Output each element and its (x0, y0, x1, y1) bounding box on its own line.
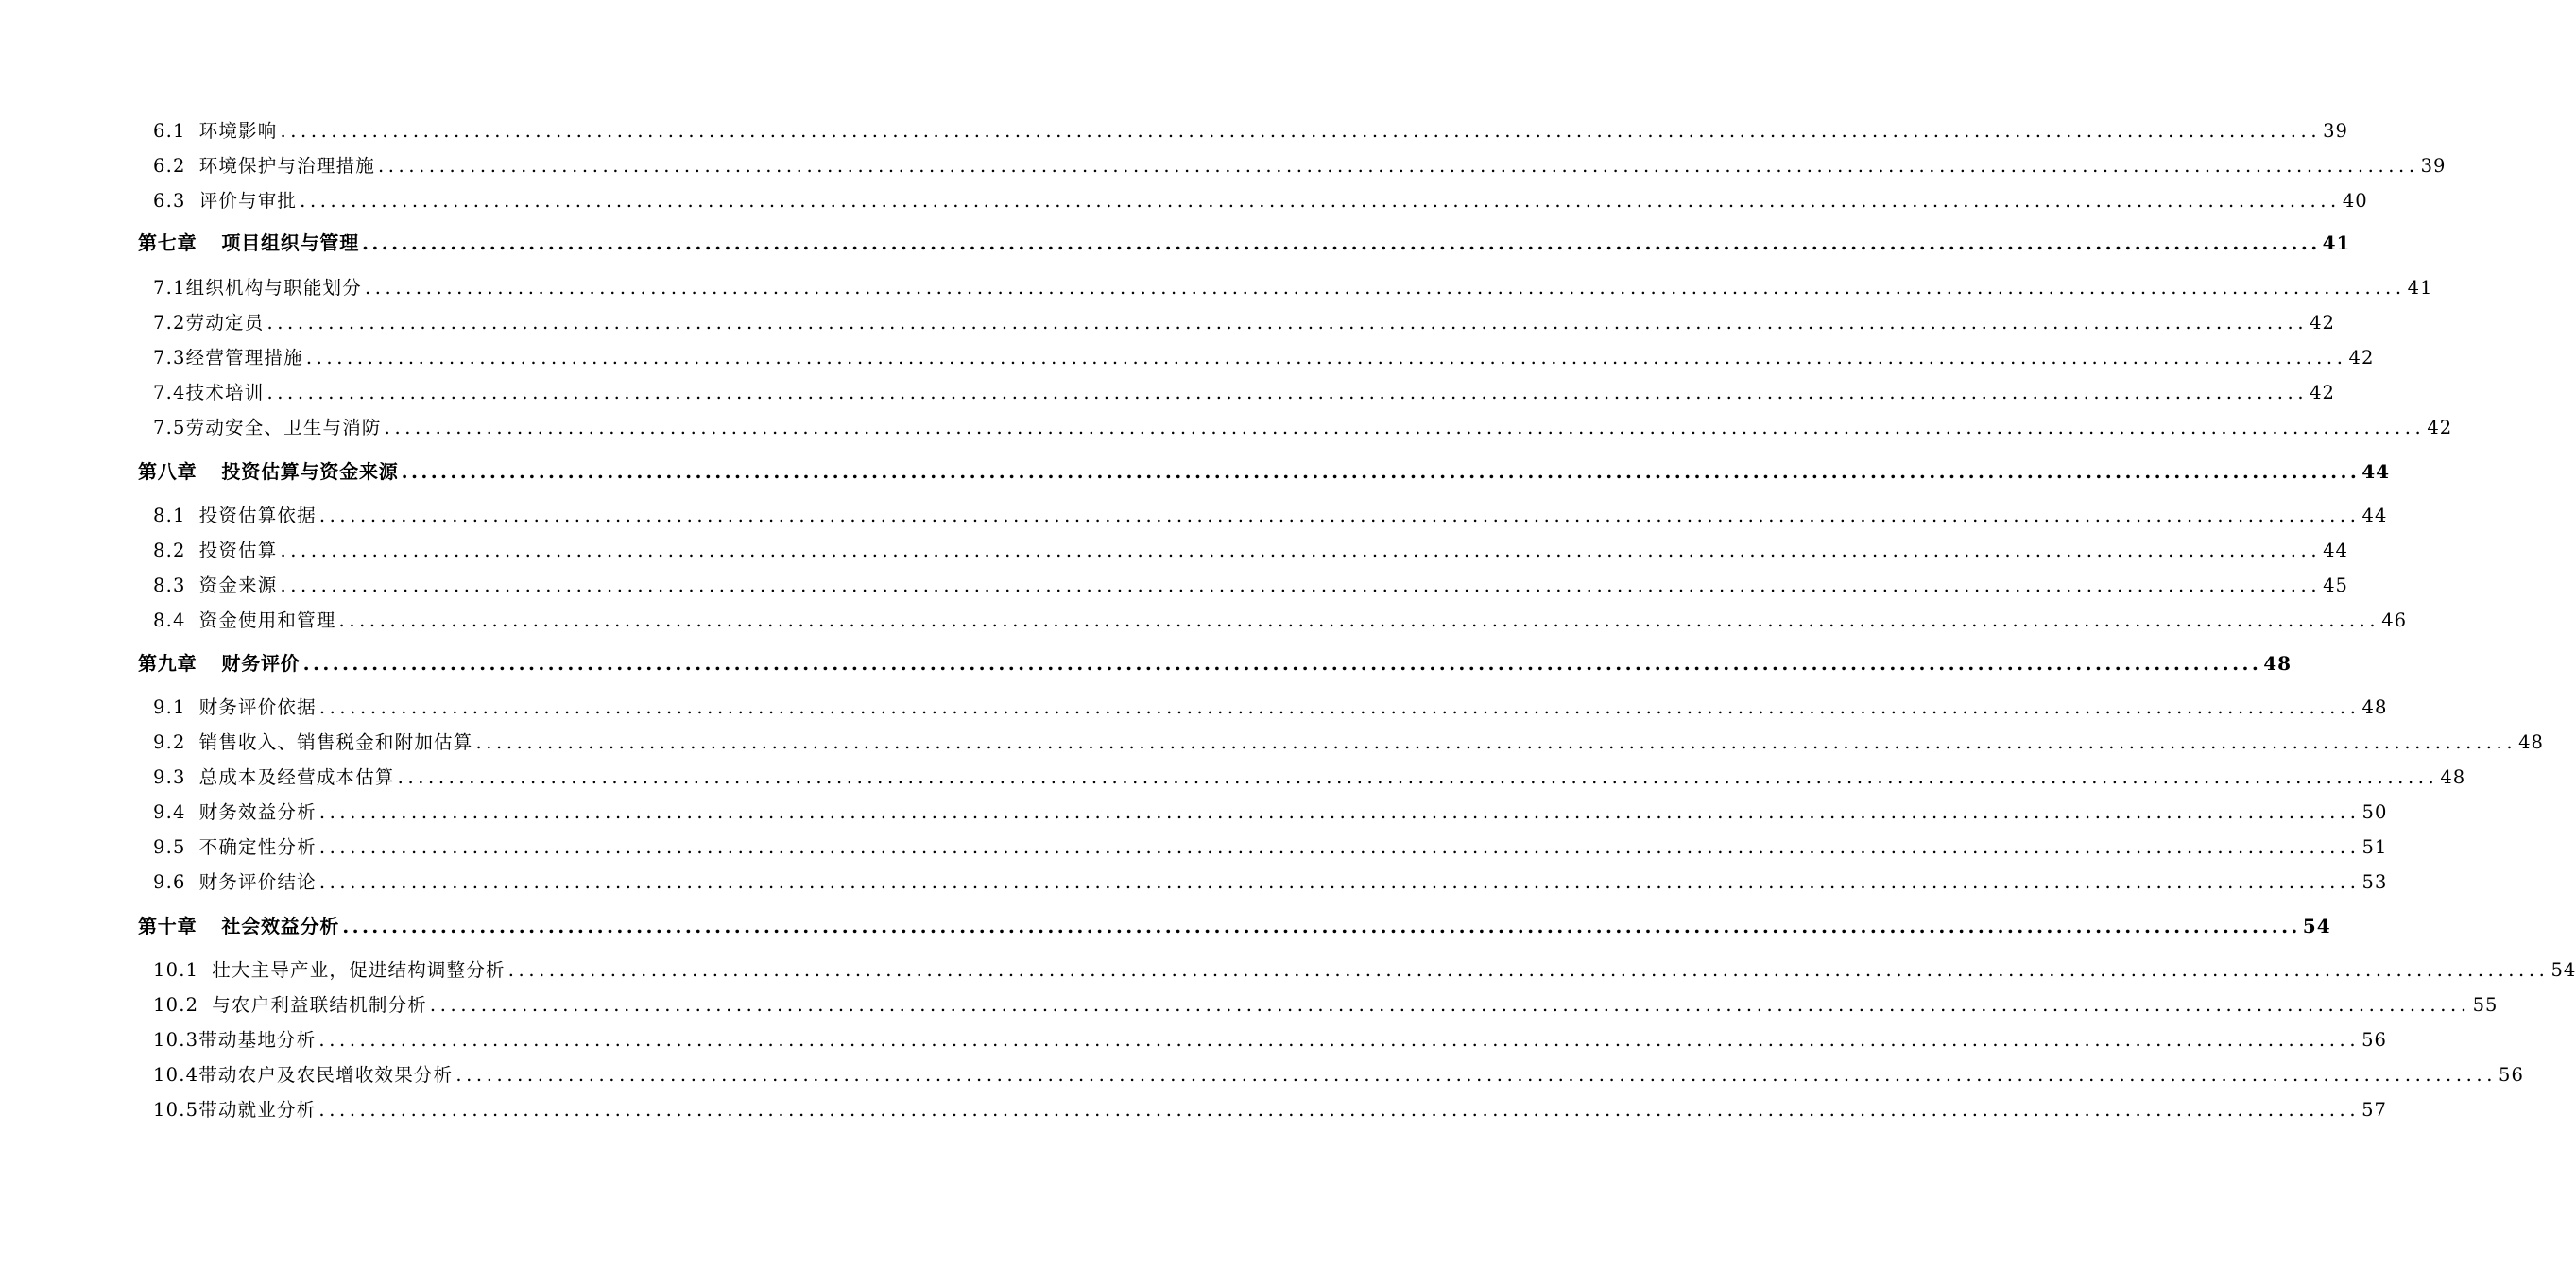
toc-page-number: 44 (2361, 505, 2388, 526)
toc-entry-label (153, 1025, 316, 1052)
toc-entry-number: 9.5 (153, 836, 186, 858)
dot-leader: ........................................................................................................................................................................................................ (266, 312, 2309, 334)
toc-entry-title: 投资估算依据 (198, 505, 317, 526)
toc-entry-label (153, 571, 277, 597)
toc-entry-number: 8.1 (153, 505, 186, 526)
toc-entry-label (153, 413, 382, 439)
toc-page-number: 42 (2310, 312, 2335, 334)
toc-section-entry[interactable] (0, 186, 2368, 213)
toc-entry-label (153, 273, 362, 300)
toc-page-number: 57 (2361, 1099, 2387, 1121)
toc-entry-title: 财务效益分析 (198, 801, 317, 823)
toc-entry-label (153, 501, 317, 527)
toc-page-number: 53 (2361, 871, 2388, 893)
dot-leader: ........................................................................................................................................................................................................ (305, 347, 2347, 369)
toc-section-entry[interactable] (0, 571, 2348, 597)
toc-page-number: 54 (2302, 915, 2331, 937)
toc-entry-title: 组织机构与职能划分 (185, 277, 362, 299)
toc-entry-number: 8.2 (153, 540, 186, 561)
dot-leader: ........................................................................................................................................................................................................ (362, 232, 2321, 254)
toc-entry-number: 6.3 (153, 190, 186, 212)
toc-page-number: 48 (2263, 652, 2293, 675)
dot-leader: ........................................................................................................................................................................................................ (377, 155, 2419, 177)
toc-section-entry[interactable] (0, 273, 2433, 300)
dot-leader: ........................................................................................................................................................................................................ (384, 417, 2426, 438)
dot-leader: ........................................................................................................................................................................................................ (266, 382, 2309, 403)
toc-entry-label (138, 648, 301, 676)
toc-entry-number: 9.6 (153, 871, 186, 893)
toc-page-number: 46 (2381, 609, 2408, 631)
dot-leader: ........................................................................................................................................................................................................ (318, 836, 2361, 858)
toc-section-entry[interactable] (0, 693, 2388, 719)
toc-entry-label (153, 798, 317, 824)
dot-leader: ........................................................................................................................................................................................................ (364, 277, 2406, 299)
toc-entry-number: 7.2 (153, 312, 186, 334)
toc-entry-title: 投资估算 (198, 540, 278, 561)
toc-entry-label (153, 151, 375, 178)
toc-page-number: 44 (2361, 460, 2391, 483)
toc-entry-label (153, 955, 506, 982)
dot-leader: ........................................................................................................................................................................................................ (507, 959, 2550, 981)
toc-entry-number: 第九章 (138, 652, 197, 675)
toc-entry-number: 第七章 (138, 232, 197, 254)
toc-entry-label (153, 343, 303, 369)
dot-leader: ........................................................................................................................................................................................................ (318, 871, 2361, 893)
toc-entry-label (153, 693, 317, 719)
dot-leader: ........................................................................................................................................................................................................ (429, 994, 2471, 1016)
toc-section-entry[interactable] (0, 501, 2388, 527)
toc-entry-title: 技术培训 (185, 382, 265, 403)
toc-page-number: 39 (2420, 155, 2447, 177)
toc-entry-number: 第十章 (138, 915, 197, 937)
toc-entry-title: 财务评价依据 (198, 696, 317, 718)
toc-entry-label (153, 378, 264, 404)
toc-page-number: 56 (2361, 1029, 2387, 1051)
toc-section-entry[interactable] (0, 343, 2375, 369)
toc-entry-number: 8.4 (153, 609, 186, 631)
toc-entry-number: 10.1 (153, 959, 199, 981)
toc-section-entry[interactable] (0, 798, 2388, 824)
toc-entry-number: 9.1 (153, 696, 186, 718)
toc-page-number: 50 (2361, 801, 2388, 823)
toc-entry-title: 销售收入、销售税金和附加估算 (198, 731, 473, 753)
toc-section-entry[interactable] (0, 728, 2544, 754)
toc-entry-title: 资金使用和管理 (198, 609, 336, 631)
toc-chapter-entry[interactable] (0, 456, 2391, 484)
toc-entry-label (153, 308, 264, 335)
toc-section-entry[interactable] (0, 1025, 2387, 1052)
toc-section-entry[interactable] (0, 606, 2408, 632)
toc-entry-label (153, 116, 277, 143)
toc-entry-title: 劳动定员 (185, 312, 265, 334)
toc-section-entry[interactable] (0, 867, 2388, 894)
toc-entry-title: 劳动安全、卫生与消防 (185, 417, 382, 438)
dot-leader: ........................................................................................................................................................................................................ (300, 190, 2341, 212)
toc-entry-title: 壮大主导产业，促进结构调整分析 (212, 959, 506, 981)
toc-entry-title: 带动就业分析 (198, 1099, 317, 1121)
toc-entry-label (153, 606, 336, 632)
toc-entry-number: 10.2 (153, 994, 199, 1016)
toc-entry-title: 不确定性分析 (198, 836, 317, 858)
toc-page-number: 51 (2361, 836, 2388, 858)
dot-leader: ........................................................................................................................................................................................................ (342, 915, 2301, 937)
toc-section-entry[interactable] (0, 378, 2335, 404)
toc-page-number: 56 (2499, 1064, 2524, 1086)
toc-page-number: 42 (2310, 382, 2335, 403)
toc-entry-title: 社会效益分析 (221, 915, 340, 937)
dot-leader: ........................................................................................................................................................................................................ (280, 540, 2322, 561)
toc-entry-title: 投资估算与资金来源 (221, 460, 399, 483)
dot-leader: ........................................................................................................................................................................................................ (338, 609, 2380, 631)
toc-entry-title: 环境保护与治理措施 (198, 155, 375, 177)
toc-section-entry[interactable] (0, 308, 2335, 335)
toc-entry-label (153, 186, 297, 213)
toc-section-entry[interactable] (0, 151, 2447, 178)
toc-page-number: 40 (2342, 190, 2368, 212)
toc-entry-label (153, 832, 317, 859)
toc-section-entry[interactable] (0, 413, 2453, 439)
toc-entry-title: 总成本及经营成本估算 (198, 766, 395, 788)
toc-entry-number: 7.3 (153, 347, 186, 369)
toc-section-entry[interactable] (0, 1095, 2387, 1122)
toc-entry-number: 9.2 (153, 731, 186, 753)
toc-entry-title: 与农户利益联结机制分析 (212, 994, 427, 1016)
toc-section-entry[interactable] (0, 1060, 2524, 1087)
toc-page-number: 45 (2323, 575, 2348, 596)
toc-entry-title: 环境影响 (198, 120, 278, 142)
toc-entry-number: 10.4 (153, 1064, 199, 1086)
dot-leader: ........................................................................................................................................................................................................ (318, 1029, 2361, 1051)
toc-entry-number: 第八章 (138, 460, 197, 483)
toc-section-entry[interactable] (0, 832, 2388, 859)
toc-page-number: 48 (2361, 696, 2388, 718)
toc-entry-label (138, 228, 359, 255)
dot-leader: ........................................................................................................................................................................................................ (280, 120, 2322, 142)
dot-leader: ........................................................................................................................................................................................................ (455, 1064, 2498, 1086)
toc-entry-number: 7.1 (153, 277, 186, 299)
toc-page-number: 41 (2407, 277, 2433, 299)
toc-entry-number: 10.5 (153, 1099, 199, 1121)
dot-leader: ........................................................................................................................................................................................................ (280, 575, 2322, 596)
dot-leader: ........................................................................................................................................................................................................ (318, 696, 2361, 718)
toc-chapter-entry[interactable] (0, 911, 2331, 938)
toc-entry-label (138, 456, 399, 484)
dot-leader: ........................................................................................................................................................................................................ (475, 731, 2517, 753)
toc-entry-title: 项目组织与管理 (221, 232, 360, 254)
toc-entry-label (153, 763, 395, 789)
toc-page-number: 48 (2440, 766, 2466, 788)
toc-entry-label (153, 1060, 453, 1087)
toc-entry-title: 资金来源 (198, 575, 278, 596)
toc-page-number: 42 (2427, 417, 2453, 438)
toc-page-number: 55 (2472, 994, 2499, 1016)
toc-page-number: 54 (2550, 959, 2576, 981)
dot-leader: ........................................................................................................................................................................................................ (401, 460, 2361, 483)
dot-leader: ........................................................................................................................................................................................................ (318, 1099, 2361, 1121)
toc-entry-title: 带动基地分析 (198, 1029, 317, 1051)
toc-entry-label (153, 990, 427, 1017)
dot-leader: ........................................................................................................................................................................................................ (397, 766, 2439, 788)
toc-entry-number: 6.1 (153, 120, 186, 142)
toc-chapter-entry[interactable] (0, 648, 2293, 676)
toc-entry-label (138, 911, 339, 938)
dot-leader: ........................................................................................................................................................................................................ (302, 652, 2262, 675)
toc-page-number: 48 (2518, 731, 2544, 753)
dot-leader: ........................................................................................................................................................................................................ (318, 801, 2361, 823)
toc-section-entry[interactable] (0, 955, 2576, 982)
toc-entry-title: 经营管理措施 (185, 347, 303, 369)
toc-page-number: 39 (2323, 120, 2348, 142)
toc-section-entry[interactable] (0, 763, 2466, 789)
toc-entry-number: 9.4 (153, 801, 186, 823)
toc-entry-title: 财务评价 (221, 652, 301, 675)
toc-section-entry[interactable] (0, 536, 2348, 562)
toc-page-number: 44 (2323, 540, 2348, 561)
toc-entry-number: 6.2 (153, 155, 186, 177)
toc-entry-number: 9.3 (153, 766, 186, 788)
dot-leader: ........................................................................................................................................................................................................ (318, 505, 2361, 526)
toc-page-number: 42 (2348, 347, 2375, 369)
toc-entry-title: 评价与审批 (198, 190, 298, 212)
toc-entry-number: 7.4 (153, 382, 186, 403)
toc-section-entry[interactable] (0, 116, 2348, 143)
toc-page-number: 41 (2322, 232, 2351, 254)
toc-entry-title: 带动农户及农民增收效果分析 (198, 1064, 454, 1086)
toc-chapter-entry[interactable] (0, 228, 2351, 255)
toc-entry-number: 10.3 (153, 1029, 199, 1051)
toc-entry-label (153, 728, 472, 754)
toc-entry-number: 8.3 (153, 575, 186, 596)
toc-entry-label (153, 867, 317, 894)
toc-entry-label (153, 536, 277, 562)
toc-entry-number: 7.5 (153, 417, 186, 438)
toc-entry-label (153, 1095, 316, 1122)
toc-entry-title: 财务评价结论 (198, 871, 317, 893)
toc-section-entry[interactable] (0, 990, 2499, 1017)
